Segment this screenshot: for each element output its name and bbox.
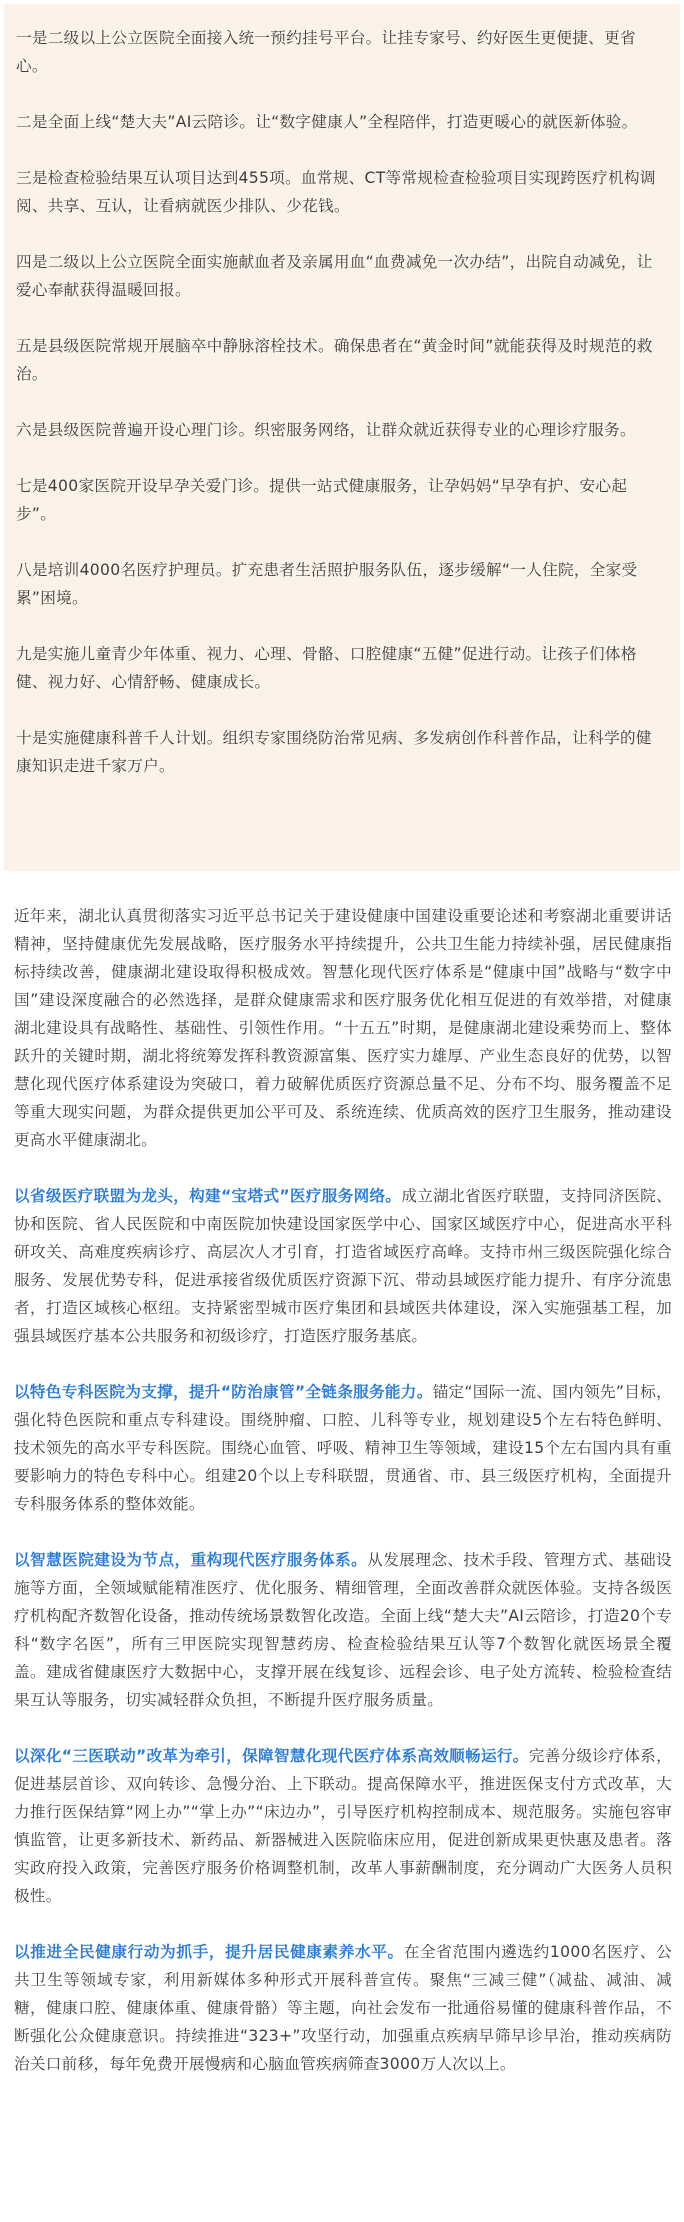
measure-item-5: 五是县级医院常规开展脑卒中静脉溶栓技术。确保患者在“黄金时间”就能获得及时规范的救治。 xyxy=(16,337,653,383)
section-lead-1: 以省级医疗联盟为龙头，构建“宝塔式”医疗服务网络。 xyxy=(14,1187,402,1205)
section-text-2: 锚定“国际一流、国内领先”目标，强化特色医院和重点专科建设。围绕肿瘤、口腔、儿科等专业，规划建设5个左右特色鲜明、技术领先的高水平专科医院。围绕心血管、呼吸、精神卫生等领域，建设15个左右国内具有重要影响力的特色专科中心。组建20个以上专科联盟，贯通省、市、县三级医疗机构，全面提升专科服务体系的整体效能。 xyxy=(14,1383,672,1513)
section-paragraph-2 xyxy=(14,1378,672,1518)
section-text-4: 完善分级诊疗体系，促进基层首诊、双向转诊、急慢分治、上下联动。提高保障水平，推进医保支付方式改革，大力推行医保结算“网上办”“掌上办”“床边办”，引导医疗机构控制成本、规范服务。实施包容审慎监管，让更多新技术、新药品、新器械进入医院临床应用，促进创新成果更快惠及患者。落实政府投入政策，完善医疗服务价格调整机制，改革人事薪酬制度，充分调动广大医务人员积极性。 xyxy=(14,1747,673,1905)
measure-item-3: 三是检查检验结果互认项目达到455项。血常规、CT等常规检查检验项目实现跨医疗机构调阅、共享、互认，让看病就医少排队、少花钱。 xyxy=(16,169,656,215)
section-paragraph-1 xyxy=(14,1182,672,1350)
section-paragraph-5 xyxy=(14,1938,672,2078)
section-text-5: 在全省范围内遴选约1000名医疗、公共卫生等领域专家，利用新媒体多种形式开展科普宣传。聚焦“三减三健”（减盐、减油、减糖，健康口腔、健康体重、健康骨骼）等主题，向社会发布一批通俗易懂的健康科普作品，不断强化公众健康意识。持续推进“323+”攻坚行动，加强重点疾病早筛早诊早治，推动疾病防治关口前移，每年免费开展慢病和心脑血管疾病筛查3000万人次以上。 xyxy=(14,1943,672,2073)
section-lead-4: 以深化“三医联动”改革为牵引，保障智慧化现代医疗体系高效顺畅运行。 xyxy=(14,1747,529,1765)
measure-item-9: 九是实施儿童青少年体重、视力、心理、骨骼、口腔健康“五健”促进行动。让孩子们体格健、视力好、心情舒畅、健康成长。 xyxy=(16,645,637,691)
measures-box xyxy=(4,4,680,871)
intro-paragraph: 近年来，湖北认真贯彻落实习近平总书记关于建设健康中国建设重要论述和考察湖北重要讲话精神，坚持健康优先发展战略，医疗服务水平持续提升，公共卫生能力持续补强，居民健康指标持续改善，健康湖北建设取得积极成效。智慧化现代医疗体系是“健康中国”战略与“数字中国”建设深度融合的必然选择，是群众健康需求和医疗服务优化相互促进的有效举措，对健康湖北建设具有战略性、基础性、引领性作用。“十五五”时期，是健康湖北建设乘势而上、整体跃升的关键时期，湖北将统筹发挥科教资源富集、医疗实力雄厚、产业生态良好的优势，以智慧化现代医疗体系建设为突破口，着力破解优质医疗资源总量不足、分布不均、服务覆盖不足等重大现实问题，为群众提供更加公平可及、系统连续、优质高效的医疗卫生服务，推动建设更高水平健康湖北。 xyxy=(14,907,672,1149)
measure-item-7: 七是400家医院开设早孕关爱门诊。提供一站式健康服务，让孕妈妈“早孕有护、安心起步”。 xyxy=(16,477,628,523)
measure-item-4: 四是二级以上公立医院全面实施献血者及亲属用血“血费减免一次办结”，出院自动减免，让爱心奉献获得温暖回报。 xyxy=(16,253,653,299)
section-text-3: 从发展理念、技术手段、管理方式、基础设施等方面，全领域赋能精准医疗、优化服务、精细管理，全面改善群众就医体验。支持各级医疗机构配齐数智化设备，推动传统场景数智化改造。全面上线“楚大夫”AI云陪诊，打造20个专科“数字名医”，所有三甲医院实现智慧药房、检查检验结果互认等7个数智化就医场景全覆盖。建成省健康医疗大数据中心，支撑开展在线复诊、远程会诊、电子处方流转、检验检查结果互认等服务，切实减轻群众负担，不断提升医疗服务质量。 xyxy=(14,1551,672,1709)
section-paragraph-3 xyxy=(14,1546,672,1714)
section-paragraph-4 xyxy=(14,1742,672,1910)
section-lead-2: 以特色专科医院为支撑，提升“防治康管”全链条服务能力。 xyxy=(14,1383,433,1401)
section-text-1: 成立湖北省医疗联盟，支持同济医院、协和医院、省人民医院和中南医院加快建设国家医学中心、国家区域医疗中心，促进高水平科研攻关、高难度疾病诊疗、高层次人才引育，打造省域医疗高峰。支持市州三级医院强化综合服务、发展优势专科，促进承接省级优质医疗资源下沉、带动县域医疗能力提升、有序分流患者，打造区域核心枢纽。支持紧密型城市医疗集团和县域医共体建设，深入实施强基工程，加强县域医疗基本公共服务和初级诊疗，打造医疗服务基底。 xyxy=(14,1187,672,1345)
measure-item-1: 一是二级以上公立医院全面接入统一预约挂号平台。让挂专家号、约好医生更便捷、更省心。 xyxy=(16,29,636,75)
article-body xyxy=(14,902,672,2106)
section-lead-3: 以智慧医院建设为节点，重构现代医疗服务体系。 xyxy=(14,1551,368,1569)
section-lead-5: 以推进全民健康行动为抓手，提升居民健康素养水平。 xyxy=(14,1943,404,1961)
measure-item-10: 十是实施健康科普千人计划。组织专家围绕防治常见病、多发病创作科普作品，让科学的健康知识走进千家万户。 xyxy=(16,729,652,775)
measure-item-2: 二是全面上线“楚大夫”AI云陪诊。让“数字健康人”全程陪伴，打造更暖心的就医新体验。 xyxy=(16,113,638,131)
measure-item-8: 八是培训4000名医疗护理员。扩充患者生活照护服务队伍，逐步缓解“一人住院，全家受累”困境。 xyxy=(16,561,638,607)
measure-item-6: 六是县级医院普遍开设心理门诊。织密服务网络，让群众就近获得专业的心理诊疗服务。 xyxy=(16,421,636,439)
